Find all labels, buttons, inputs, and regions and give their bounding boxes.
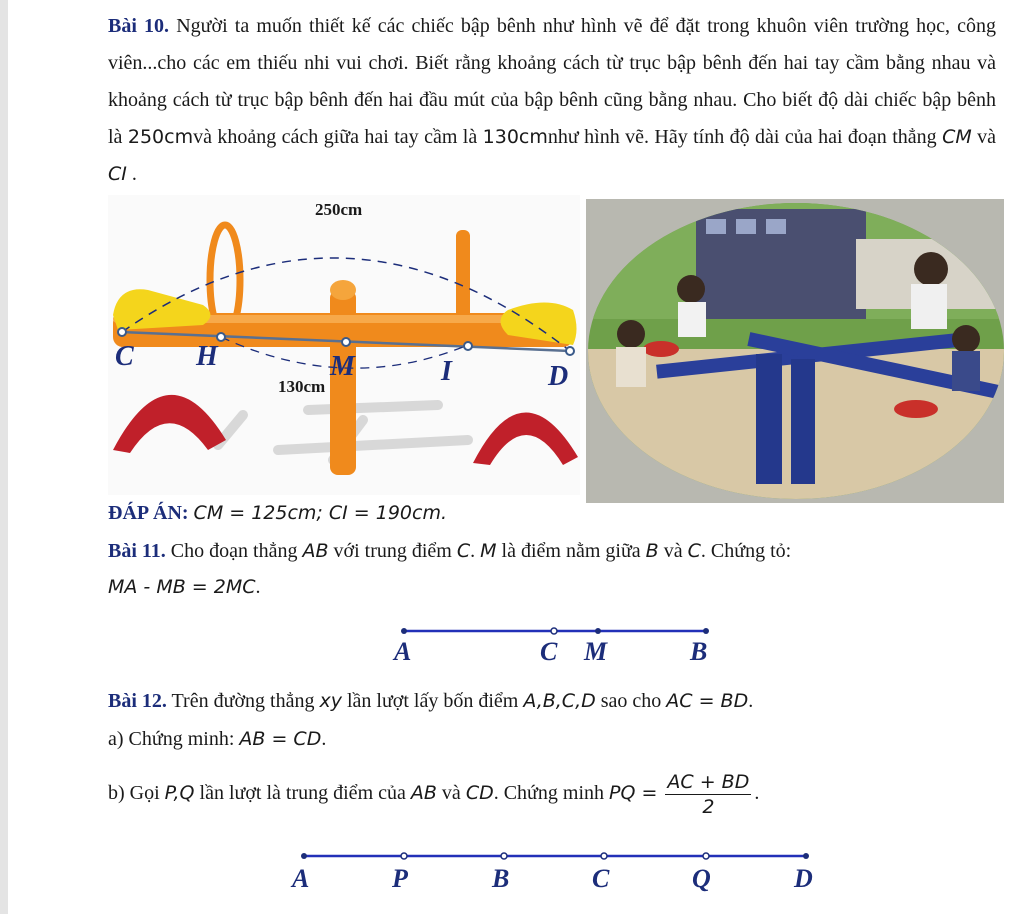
bai12-b-text3: . Chứng minh [493, 782, 605, 805]
bai12-part-b [108, 770, 759, 819]
bai12-b-label: b) Gọi [108, 782, 160, 805]
answer-line [108, 502, 447, 525]
fig11-c: C [540, 637, 558, 666]
bai12-line1 [108, 690, 753, 713]
bai10-title: Bài 10. [108, 15, 170, 37]
segment-cm: CM [942, 126, 972, 148]
length-total: 250cm [127, 126, 194, 148]
point-m-label: M [330, 351, 355, 382]
bai11-sym-b: B [645, 540, 659, 562]
fig12-q: Q [692, 864, 711, 893]
answer-text: CM = 125cm; CI = 190cm. [193, 502, 447, 524]
bai11-line1 [108, 540, 791, 563]
bai11-formula-end: . [255, 576, 261, 598]
bai11-sym-m: M [480, 540, 497, 562]
bai10-line5c: . [131, 163, 137, 185]
bai12-b-text2: và [441, 782, 461, 805]
fig11-m: M [584, 637, 608, 666]
bai12-sym-points: A,B,C,D [523, 690, 596, 712]
length-handles: 130cm [482, 126, 548, 148]
point-h-label: H [196, 341, 218, 372]
bai10-paragraph [108, 8, 996, 193]
fig12-p: P [392, 864, 408, 893]
bai11-sym-c: C [456, 540, 471, 562]
fig12-b: B [492, 864, 510, 893]
bai10-line5b: và [977, 126, 997, 148]
bai12-a-label: a) Chứng minh: [108, 728, 235, 750]
bai10-line2: công viên...cho các em thiếu nhi vui chơi. Biết rằng khoảng cách từ trục bập bênh đến hai tay cầm [108, 15, 997, 74]
bai10-line4a: dài chiếc bập bênh là [108, 89, 997, 148]
bai12-b-text1: lần lượt là trung điểm của [199, 782, 406, 805]
bai12-text3: sao cho [600, 690, 662, 712]
bai12-title: Bài 12. [108, 690, 167, 712]
bai12-sym-ab: AB [410, 782, 437, 805]
segment-ci: CI [108, 163, 127, 185]
label-250cm: 250cm [315, 200, 363, 219]
point-c-label: C [115, 341, 134, 372]
bai12-sym-acbd: AC = BD [666, 690, 749, 712]
bai11-figure [388, 620, 728, 670]
bai10-line4b: và khoảng cách giữa hai tay cầm là [193, 126, 478, 148]
fig12-a: A [292, 864, 310, 893]
fig12-d: D [794, 864, 813, 893]
fig11-a: A [394, 637, 412, 666]
bai10-line5a: của hai đoạn thẳng [784, 126, 937, 148]
bai12-a-end: . [321, 728, 327, 750]
answer-label: ĐÁP ÁN: [108, 502, 189, 524]
fraction-numerator: AC + BD [667, 771, 750, 793]
fig12-c: C [592, 864, 610, 893]
seesaw-diagram [108, 195, 580, 495]
point-d-label: D [548, 361, 569, 392]
bai12-sym-cd: CD [465, 782, 494, 805]
bai11-text5: và [663, 540, 683, 562]
bai11-text2: với trung điểm [333, 540, 452, 562]
bai12-text2: lần lượt lấy bốn điểm [346, 690, 519, 712]
fraction-denominator: 2 [702, 796, 715, 818]
bai12-part-a [108, 728, 326, 751]
bai11-formula: MA - MB = 2MC [108, 576, 256, 598]
bai12-figure [288, 845, 828, 900]
bai11-sym-ab: AB [302, 540, 329, 562]
bai11-title: Bài 11. [108, 540, 166, 562]
bai12-sym-xy: xy [319, 690, 342, 712]
bai12-a-formula: AB = CD [239, 728, 322, 750]
bai12-sym-pq: P,Q [164, 782, 195, 805]
label-130cm: 130cm [278, 377, 326, 396]
fig11-b: B [690, 637, 708, 666]
bai10-line3: bằng nhau và khoảng cách từ trục bập bênh đến hai đầu mút của bập bênh cũng bằng nhau. Cho biết độ [108, 52, 996, 111]
bai12-b-end: . [754, 782, 760, 805]
playground-photo [586, 199, 1004, 503]
bai12-fraction [665, 770, 751, 819]
bai11-text3: . [470, 540, 476, 562]
bai11-formula-line [108, 576, 261, 599]
bai11-text4: là điểm nằm giữa [501, 540, 641, 562]
bai11-sym-c2: C [687, 540, 701, 562]
bai10-line4c: như hình vẽ. Hãy tính độ dài [547, 126, 780, 148]
bai10-line1: Người ta muốn thiết kế các chiếc bập bênh như hình vẽ để đặt trong khuôn viên trường học, [176, 15, 950, 37]
bai11-text1: Cho đoạn thẳng [170, 540, 298, 562]
bai11-text6: . Chứng tỏ: [700, 540, 792, 562]
bai12-sym-pq-eq: PQ = [609, 782, 658, 805]
bai12-text4: . [748, 690, 754, 712]
document-page [8, 0, 1024, 914]
point-i-label: I [441, 356, 452, 387]
bai12-text1: Trên đường thẳng [171, 690, 315, 712]
